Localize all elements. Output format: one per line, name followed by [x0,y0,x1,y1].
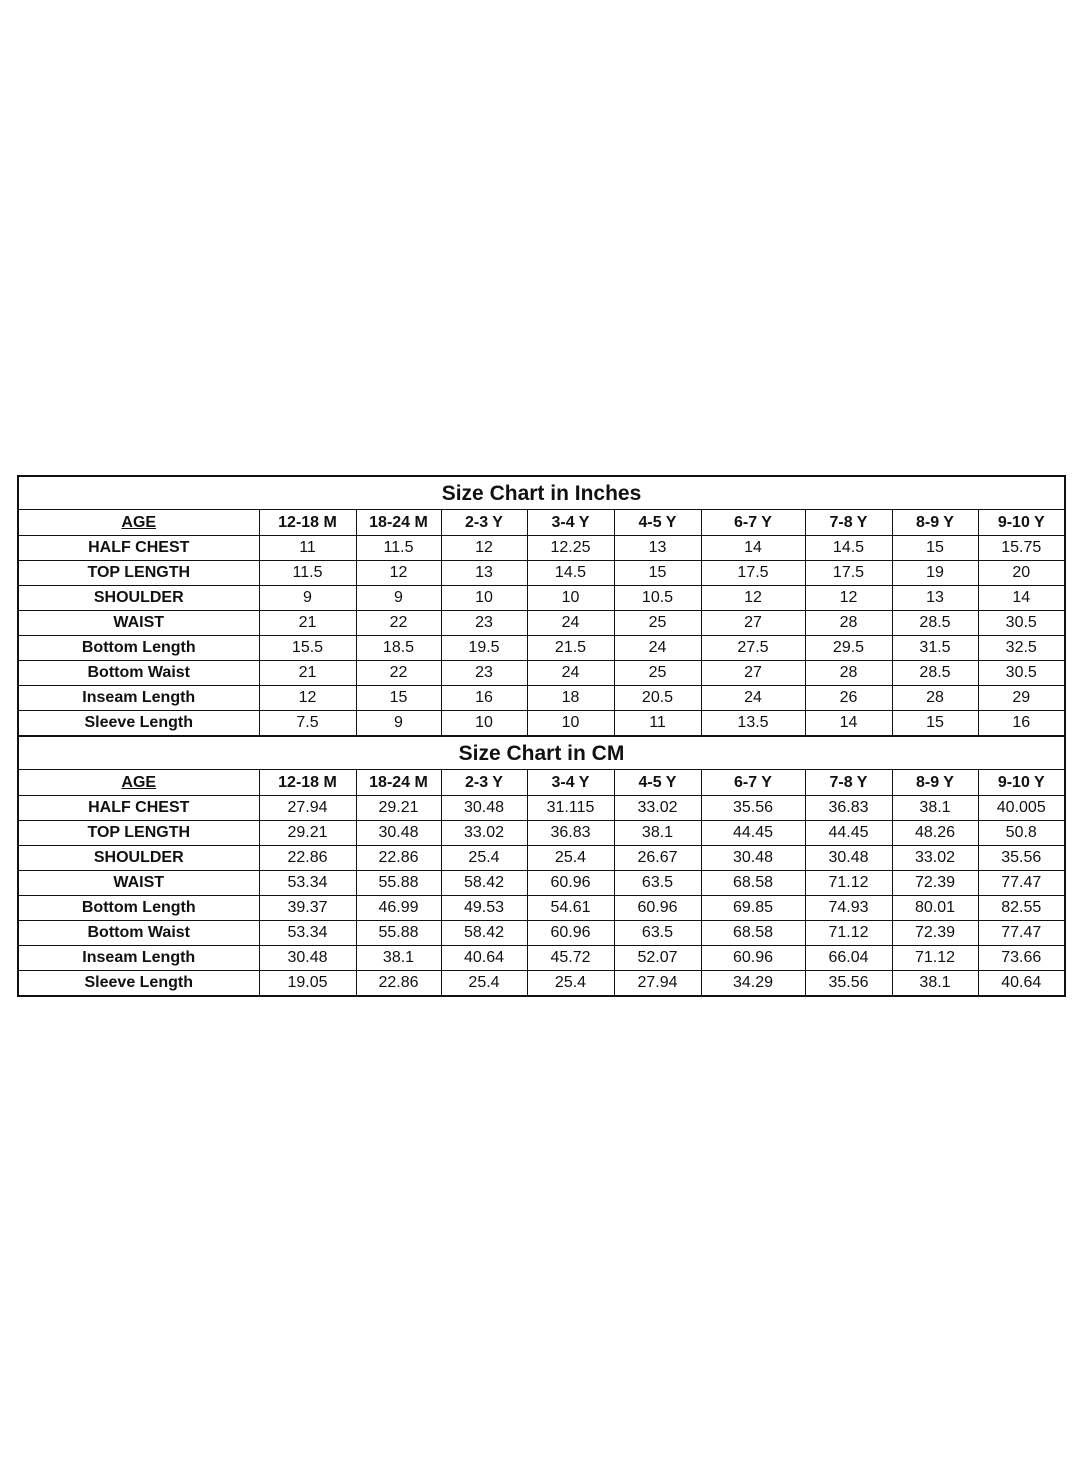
measurement-value: 58.42 [441,921,527,946]
measurement-value: 10 [527,586,614,611]
measurement-value: 10.5 [614,586,701,611]
section-title: Size Chart in Inches [18,476,1065,510]
measurement-value: 29 [978,686,1065,711]
measurement-value: 45.72 [527,946,614,971]
age-column-header: 7-8 Y [805,510,892,536]
measurement-row [18,586,1065,611]
measurement-value: 29.21 [356,796,441,821]
measurement-value: 30.48 [701,846,805,871]
measurement-value: 22.86 [356,971,441,997]
measurement-value: 33.02 [441,821,527,846]
measurement-value: 71.12 [805,921,892,946]
size-chart [17,475,1064,997]
measurement-value: 31.5 [892,636,978,661]
measurement-label: SHOULDER [18,846,259,871]
measurement-value: 17.5 [805,561,892,586]
measurement-value: 74.93 [805,896,892,921]
measurement-value: 28.5 [892,661,978,686]
measurement-value: 77.47 [978,871,1065,896]
measurement-value: 66.04 [805,946,892,971]
measurement-value: 38.1 [356,946,441,971]
measurement-row [18,896,1065,921]
measurement-row [18,611,1065,636]
measurement-value: 60.96 [701,946,805,971]
measurement-row [18,661,1065,686]
measurement-value: 31.115 [527,796,614,821]
measurement-value: 24 [614,636,701,661]
measurement-value: 12 [805,586,892,611]
measurement-value: 16 [441,686,527,711]
measurement-value: 11.5 [259,561,356,586]
measurement-value: 28 [892,686,978,711]
measurement-value: 29.21 [259,821,356,846]
measurement-row [18,821,1065,846]
measurement-value: 21 [259,661,356,686]
measurement-value: 60.96 [527,871,614,896]
measurement-value: 63.5 [614,921,701,946]
measurement-row [18,686,1065,711]
measurement-value: 58.42 [441,871,527,896]
measurement-value: 11.5 [356,536,441,561]
measurement-value: 25.4 [527,971,614,997]
age-column-header: 7-8 Y [805,770,892,796]
age-column-header: 6-7 Y [701,770,805,796]
measurement-value: 72.39 [892,871,978,896]
measurement-value: 49.53 [441,896,527,921]
measurement-value: 82.55 [978,896,1065,921]
measurement-value: 12 [701,586,805,611]
measurement-value: 53.34 [259,921,356,946]
measurement-value: 20 [978,561,1065,586]
measurement-value: 27.94 [259,796,356,821]
age-column-header: 18-24 M [356,770,441,796]
measurement-row [18,711,1065,737]
measurement-value: 10 [441,586,527,611]
measurement-value: 30.5 [978,661,1065,686]
measurement-value: 22 [356,611,441,636]
measurement-value: 40.005 [978,796,1065,821]
measurement-value: 73.66 [978,946,1065,971]
measurement-value: 13 [892,586,978,611]
measurement-value: 35.56 [978,846,1065,871]
measurement-value: 14 [978,586,1065,611]
measurement-value: 32.5 [978,636,1065,661]
age-column-header: 2-3 Y [441,510,527,536]
measurement-label: Bottom Waist [18,921,259,946]
measurement-label: HALF CHEST [18,536,259,561]
measurement-label: Bottom Waist [18,661,259,686]
measurement-value: 28 [805,611,892,636]
measurement-value: 15 [892,711,978,737]
age-column-header: 6-7 Y [701,510,805,536]
measurement-label: Sleeve Length [18,711,259,737]
measurement-value: 27 [701,611,805,636]
measurement-value: 60.96 [527,921,614,946]
age-column-header: 4-5 Y [614,510,701,536]
measurement-value: 21 [259,611,356,636]
measurement-row [18,921,1065,946]
measurement-value: 29.5 [805,636,892,661]
size-chart-table [17,475,1066,997]
measurement-value: 53.34 [259,871,356,896]
measurement-value: 25 [614,611,701,636]
age-column-header: 18-24 M [356,510,441,536]
measurement-row [18,871,1065,896]
age-column-header: 8-9 Y [892,770,978,796]
measurement-label: TOP LENGTH [18,821,259,846]
measurement-value: 40.64 [441,946,527,971]
measurement-value: 24 [527,661,614,686]
measurement-value: 27 [701,661,805,686]
measurement-value: 14.5 [805,536,892,561]
measurement-value: 22.86 [259,846,356,871]
measurement-value: 36.83 [805,796,892,821]
measurement-value: 26.67 [614,846,701,871]
measurement-value: 36.83 [527,821,614,846]
measurement-value: 28.5 [892,611,978,636]
measurement-value: 26 [805,686,892,711]
measurement-value: 27.5 [701,636,805,661]
measurement-value: 10 [441,711,527,737]
measurement-value: 34.29 [701,971,805,997]
measurement-value: 19.05 [259,971,356,997]
section-title-row [18,476,1065,510]
measurement-value: 25.4 [441,971,527,997]
measurement-label: Inseam Length [18,686,259,711]
age-header-row [18,770,1065,796]
measurement-value: 46.99 [356,896,441,921]
measurement-label: SHOULDER [18,586,259,611]
measurement-value: 14.5 [527,561,614,586]
section-title: Size Chart in CM [18,736,1065,770]
measurement-value: 30.48 [441,796,527,821]
measurement-value: 9 [356,586,441,611]
age-header-label: AGE [18,510,259,536]
age-column-header: 3-4 Y [527,770,614,796]
measurement-value: 72.39 [892,921,978,946]
measurement-value: 7.5 [259,711,356,737]
measurement-value: 24 [701,686,805,711]
measurement-value: 14 [701,536,805,561]
measurement-value: 63.5 [614,871,701,896]
measurement-value: 25.4 [441,846,527,871]
measurement-value: 19 [892,561,978,586]
measurement-label: WAIST [18,611,259,636]
measurement-value: 30.48 [259,946,356,971]
measurement-value: 12 [441,536,527,561]
measurement-value: 28 [805,661,892,686]
measurement-row [18,536,1065,561]
measurement-value: 18 [527,686,614,711]
measurement-value: 22 [356,661,441,686]
age-header-row [18,510,1065,536]
measurement-value: 39.37 [259,896,356,921]
measurement-value: 20.5 [614,686,701,711]
measurement-value: 23 [441,611,527,636]
measurement-value: 38.1 [614,821,701,846]
measurement-row [18,796,1065,821]
measurement-value: 40.64 [978,971,1065,997]
measurement-value: 17.5 [701,561,805,586]
measurement-row [18,846,1065,871]
measurement-value: 33.02 [614,796,701,821]
age-column-header: 8-9 Y [892,510,978,536]
measurement-value: 38.1 [892,796,978,821]
age-column-header: 2-3 Y [441,770,527,796]
age-column-header: 12-18 M [259,510,356,536]
measurement-row [18,971,1065,997]
measurement-label: Sleeve Length [18,971,259,997]
age-column-header: 3-4 Y [527,510,614,536]
measurement-value: 15.5 [259,636,356,661]
measurement-value: 35.56 [805,971,892,997]
measurement-value: 10 [527,711,614,737]
age-column-header: 4-5 Y [614,770,701,796]
measurement-value: 71.12 [805,871,892,896]
measurement-value: 33.02 [892,846,978,871]
age-column-header: 12-18 M [259,770,356,796]
measurement-value: 35.56 [701,796,805,821]
measurement-row [18,561,1065,586]
measurement-value: 12.25 [527,536,614,561]
measurement-value: 25 [614,661,701,686]
measurement-value: 12 [259,686,356,711]
measurement-value: 22.86 [356,846,441,871]
measurement-value: 60.96 [614,896,701,921]
measurement-value: 24 [527,611,614,636]
measurement-value: 69.85 [701,896,805,921]
measurement-value: 54.61 [527,896,614,921]
measurement-value: 12 [356,561,441,586]
measurement-value: 16 [978,711,1065,737]
measurement-value: 30.48 [805,846,892,871]
measurement-value: 19.5 [441,636,527,661]
measurement-value: 25.4 [527,846,614,871]
measurement-label: WAIST [18,871,259,896]
measurement-value: 13.5 [701,711,805,737]
measurement-value: 13 [614,536,701,561]
measurement-value: 11 [259,536,356,561]
measurement-value: 11 [614,711,701,737]
measurement-value: 55.88 [356,921,441,946]
measurement-value: 80.01 [892,896,978,921]
age-column-header: 9-10 Y [978,510,1065,536]
measurement-label: Inseam Length [18,946,259,971]
measurement-value: 52.07 [614,946,701,971]
measurement-value: 13 [441,561,527,586]
measurement-label: TOP LENGTH [18,561,259,586]
measurement-value: 38.1 [892,971,978,997]
measurement-row [18,946,1065,971]
measurement-label: HALF CHEST [18,796,259,821]
measurement-value: 68.58 [701,921,805,946]
measurement-value: 15.75 [978,536,1065,561]
measurement-value: 50.8 [978,821,1065,846]
measurement-value: 30.5 [978,611,1065,636]
measurement-value: 15 [892,536,978,561]
measurement-value: 9 [356,711,441,737]
measurement-value: 71.12 [892,946,978,971]
measurement-value: 30.48 [356,821,441,846]
section-title-row [18,736,1065,770]
measurement-label: Bottom Length [18,896,259,921]
measurement-value: 48.26 [892,821,978,846]
measurement-value: 77.47 [978,921,1065,946]
measurement-value: 15 [614,561,701,586]
measurement-row [18,636,1065,661]
measurement-value: 9 [259,586,356,611]
measurement-value: 23 [441,661,527,686]
measurement-value: 27.94 [614,971,701,997]
measurement-value: 44.45 [701,821,805,846]
measurement-value: 68.58 [701,871,805,896]
age-header-label: AGE [18,770,259,796]
measurement-value: 15 [356,686,441,711]
age-column-header: 9-10 Y [978,770,1065,796]
measurement-value: 21.5 [527,636,614,661]
measurement-value: 44.45 [805,821,892,846]
measurement-value: 14 [805,711,892,737]
measurement-value: 18.5 [356,636,441,661]
measurement-value: 55.88 [356,871,441,896]
measurement-label: Bottom Length [18,636,259,661]
